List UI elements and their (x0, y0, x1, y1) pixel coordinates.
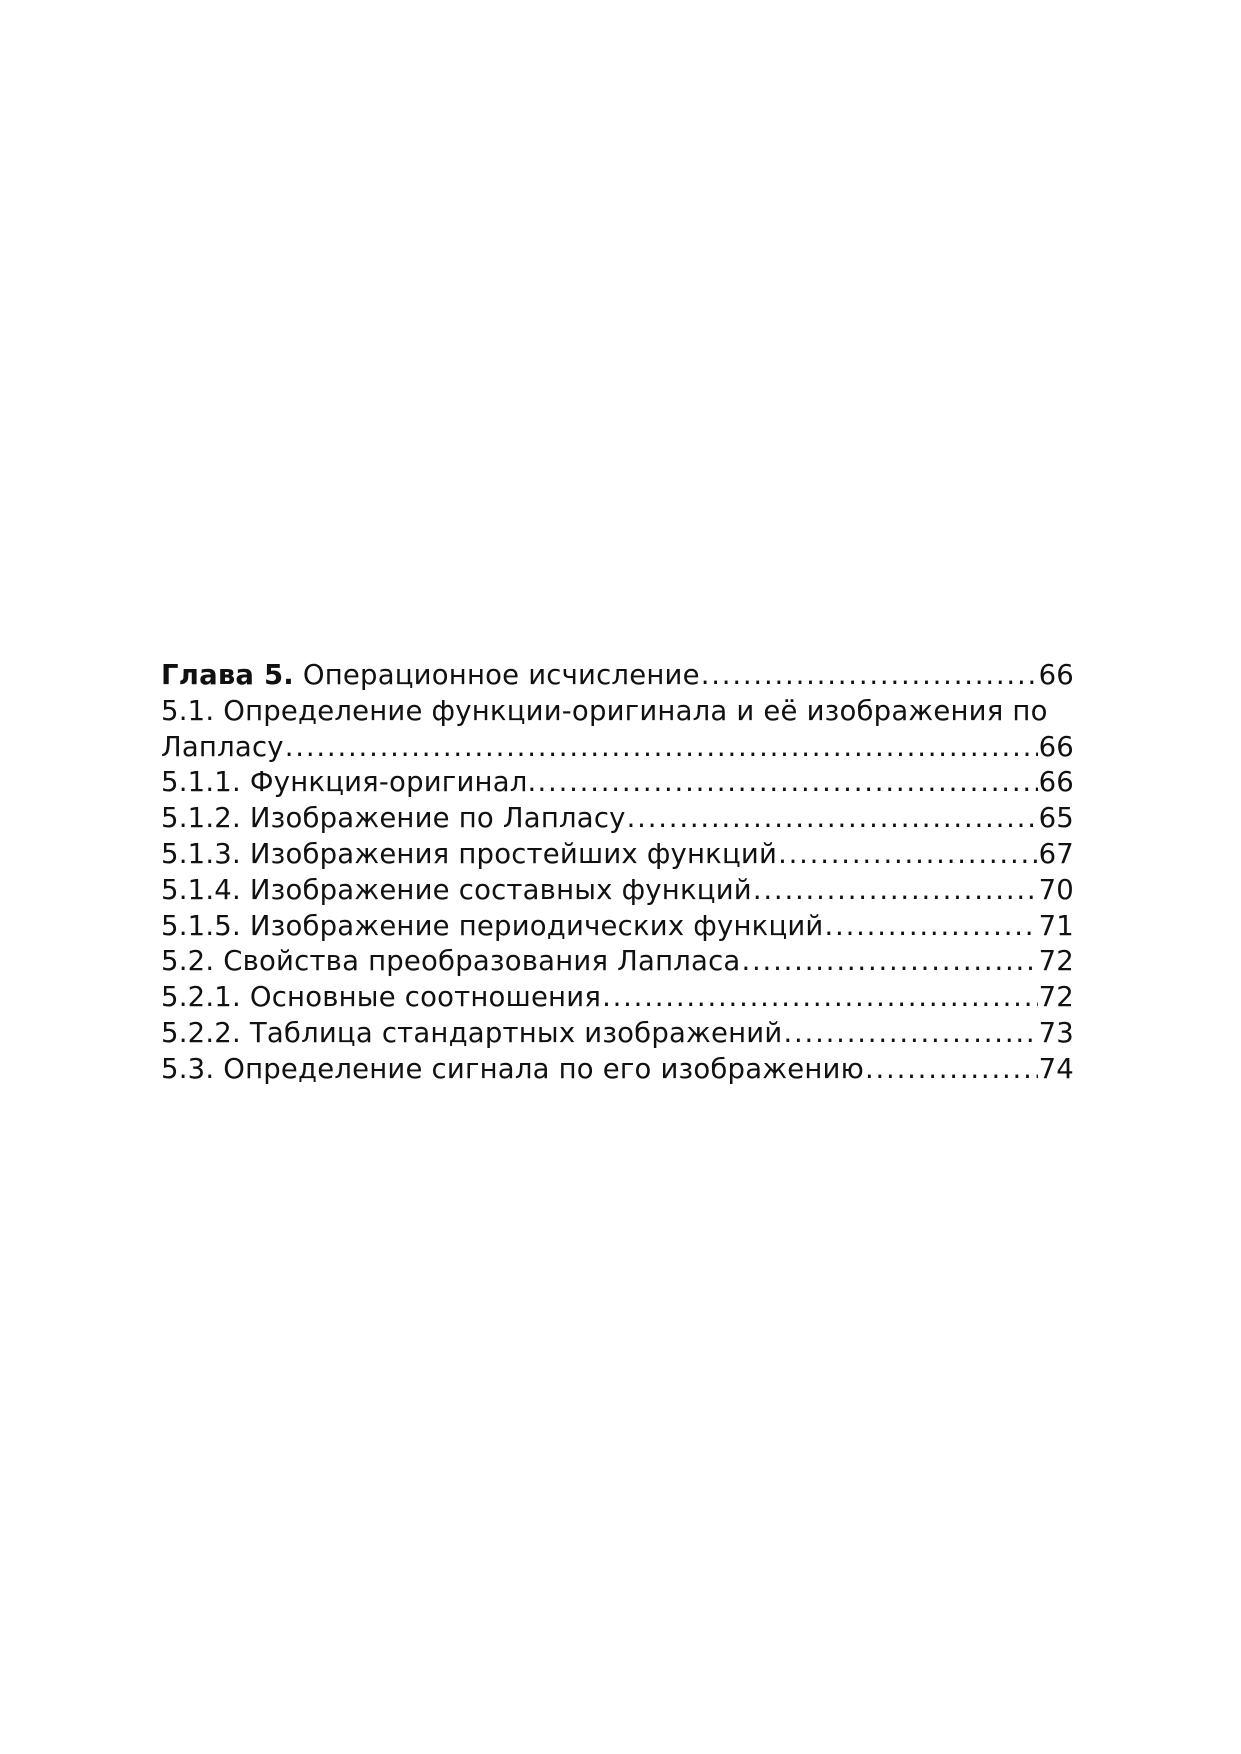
toc-chapter-entry[interactable] (161, 658, 1074, 694)
dot-leader (741, 944, 1037, 980)
chapter-title: Операционное исчисление (302, 659, 700, 691)
toc-entry-text: 5.1.1. Функция-оригинал. (161, 766, 537, 799)
toc-page-number: 67 (1038, 837, 1074, 870)
dot-leader (825, 909, 1038, 945)
dot-leader (285, 730, 1038, 766)
toc-page-number: 66 (1038, 730, 1074, 763)
toc-entry-text: 5.2. Свойства преобразования Лапласа (161, 945, 741, 978)
table-of-contents (161, 658, 1075, 1088)
dot-leader (602, 980, 1038, 1016)
toc-entry-text: 5.1.3. Изображения простейших функций (161, 837, 778, 870)
toc-entry[interactable] (161, 1052, 1074, 1088)
toc-entry-text: 5.1.2. Изображение по Лапласу (161, 802, 626, 835)
toc-entry[interactable] (161, 765, 1074, 801)
toc-page-number: 70 (1038, 873, 1074, 906)
toc-entry-text: 5.3. Определение сигнала по его изображению (161, 1052, 864, 1085)
toc-entry[interactable] (161, 909, 1074, 945)
toc-entry-text: 5.2.1. Основные соотношения (161, 981, 602, 1014)
toc-page-number: 73 (1038, 1016, 1074, 1049)
toc-page-number: 72 (1038, 945, 1074, 978)
dot-leader (627, 801, 1038, 837)
toc-entry-text: Лапласу (161, 730, 284, 763)
toc-page-number: 74 (1038, 1052, 1074, 1085)
toc-entry-text: 5.1.4. Изображение составных функций (161, 873, 752, 906)
toc-page-number: 66 (1038, 766, 1074, 799)
toc-entry[interactable] (161, 801, 1074, 837)
toc-entry-text: 5.1. Определение функции-оригинала и её изображения по (161, 694, 1048, 727)
toc-page-number: 72 (1038, 981, 1074, 1014)
chapter-label: Глава 5. (161, 659, 294, 691)
toc-entry[interactable] (161, 980, 1074, 1016)
dot-leader (753, 873, 1038, 909)
dot-leader (701, 658, 1038, 694)
toc-entry-5-1-first-line[interactable] (161, 694, 1075, 730)
toc-page-number: 65 (1038, 802, 1074, 835)
toc-page-number: 71 (1038, 909, 1074, 942)
toc-page-number: 66 (1038, 659, 1074, 691)
dot-leader (537, 765, 1037, 801)
toc-entry[interactable] (161, 873, 1074, 909)
toc-entry[interactable] (161, 944, 1074, 980)
toc-entry[interactable] (161, 837, 1074, 873)
toc-entry-text: 5.1.5. Изображение периодических функций (161, 909, 824, 942)
toc-entry-text: 5.2.2. Таблица стандартных изображений (161, 1016, 783, 1049)
toc-entry[interactable] (161, 1016, 1074, 1052)
dot-leader (778, 837, 1038, 873)
toc-entry-5-1-second-line[interactable] (161, 730, 1074, 766)
dot-leader (865, 1052, 1038, 1088)
dot-leader (783, 1016, 1037, 1052)
toc-entry-text (161, 658, 700, 694)
